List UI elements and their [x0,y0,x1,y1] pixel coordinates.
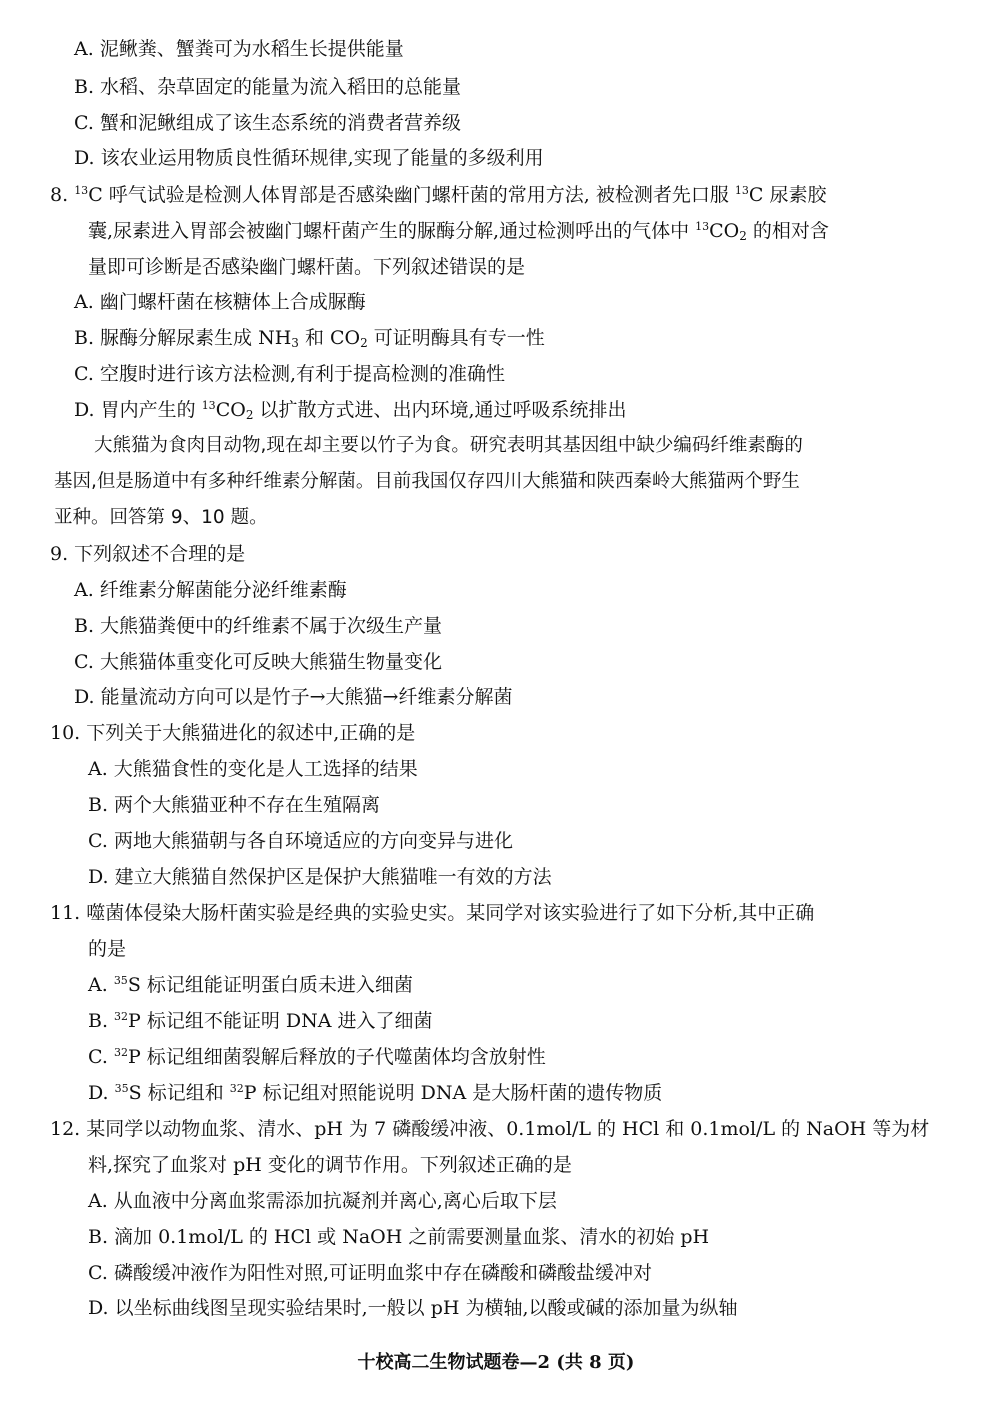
q7-option-b: B. 水稻、杂草固定的能量为流入稻田的总能量 [74,76,462,98]
q8-option-d: D. 胃内产生的 $^{13}CO_2$ 以扩散方式进、出内环境,通过呼吸系统排出 [74,399,627,422]
q12-stem-line-1: 12. 某同学以动物血浆、清水、pH 为 7 磷酸缓冲液、0.1mol/L 的 HCl 和 0.1mol/L 的 NaOH 等为材 [50,1118,930,1140]
q11-option-b: B. $^{32}$P 标记组不能证明 DNA 进入了细菌 [88,1010,433,1032]
passage-line-1: 大熊猫为食肉目动物,现在却主要以竹子为食。研究表明其基因组中缺少编码纤维素酶的 [94,435,803,456]
q12-option-b: B. 滴加 0.1mol/L 的 HCl 或 NaOH 之前需要测量血浆、清水的初始 pH [88,1226,710,1248]
q9-option-a: A. 纤维素分解菌能分泌纤维素酶 [74,579,347,601]
passage-line-3: 亚种。回答第 9、10 题。 [54,507,268,528]
q10-option-d: D. 建立大熊猫自然保护区是保护大熊猫唯一有效的方法 [88,866,552,888]
q7-option-a: A. 泥鳅粪、蟹粪可为水稻生长提供能量 [74,38,404,60]
q11-option-a: A. $^{35}$S 标记组能证明蛋白质未进入细菌 [88,974,413,996]
q11-stem-line-1: 11. 噬菌体侵染大肠杆菌实验是经典的实验史实。某同学对该实验进行了如下分析,其中正确 [50,902,815,924]
q8-stem-line-2: 囊,尿素进入胃部会被幽门螺杆菌产生的脲酶分解,通过检测呼出的气体中 $^{13}CO_2$ 的相对含 [88,220,829,243]
q11-option-c: C. $^{32}$P 标记组细菌裂解后释放的子代噬菌体均含放射性 [88,1046,546,1068]
q8-stem-line-3: 量即可诊断是否感染幽门螺杆菌。下列叙述错误的是 [88,256,526,278]
q8-stem-line-1: 8. $^{13}$C 呼气试验是检测人体胃部是否感染幽门螺杆菌的常用方法, 被检测者先口服 $^{13}$C 尿素胶 [50,184,827,206]
q9-option-b: B. 大熊猫粪便中的纤维素不属于次级生产量 [74,615,443,637]
q9-stem: 9. 下列叙述不合理的是 [50,543,246,565]
q9-option-d: D. 能量流动方向可以是竹子→大熊猫→纤维素分解菌 [74,686,513,708]
page-footer: 十校高二生物试题卷—2 (共 8 页) [357,1352,635,1373]
passage-line-2: 基因,但是肠道中有多种纤维素分解菌。目前我国仅存四川大熊猫和陕西秦岭大熊猫两个野生 [54,471,800,492]
q10-option-a: A. 大熊猫食性的变化是人工选择的结果 [88,758,418,780]
q10-option-b: B. 两个大熊猫亚种不存在生殖隔离 [88,794,381,816]
q12-option-c: C. 磷酸缓冲液作为阳性对照,可证明血浆中存在磷酸和磷酸盐缓冲对 [88,1262,652,1284]
q11-option-d: D. $^{35}$S 标记组和 $^{32}$P 标记组对照能说明 DNA 是大肠杆菌的遗传物质 [88,1082,663,1104]
q12-option-a: A. 从血液中分离血浆需添加抗凝剂并离心,离心后取下层 [88,1190,557,1212]
q7-option-c: C. 蟹和泥鳅组成了该生态系统的消费者营养级 [74,112,461,134]
q9-option-c: C. 大熊猫体重变化可反映大熊猫生物量变化 [74,651,442,673]
q11-stem-line-2: 的是 [88,938,127,960]
q10-option-c: C. 两地大熊猫朝与各自环境适应的方向变异与进化 [88,830,513,852]
q7-option-d: D. 该农业运用物质良性循环规律,实现了能量的多级利用 [74,147,544,169]
q8-number: 8. [50,184,69,206]
q10-stem: 10. 下列关于大熊猫进化的叙述中,正确的是 [50,722,416,744]
isotope-13: 13 [74,184,89,197]
q8-option-c: C. 空腹时进行该方法检测,有利于提高检测的准确性 [74,363,505,385]
q8-option-b: B. 脲酶分解尿素生成 $NH_3$ 和 $CO_2$ 可证明酶具有专一性 [74,327,545,350]
q8-option-a: A. 幽门螺杆菌在核糖体上合成脲酶 [74,291,366,313]
q12-stem-line-2: 料,探究了血浆对 pH 变化的调节作用。下列叙述正确的是 [88,1154,572,1176]
q12-option-d: D. 以坐标曲线图呈现实验结果时,一般以 pH 为横轴,以酸或碱的添加量为纵轴 [88,1297,738,1319]
